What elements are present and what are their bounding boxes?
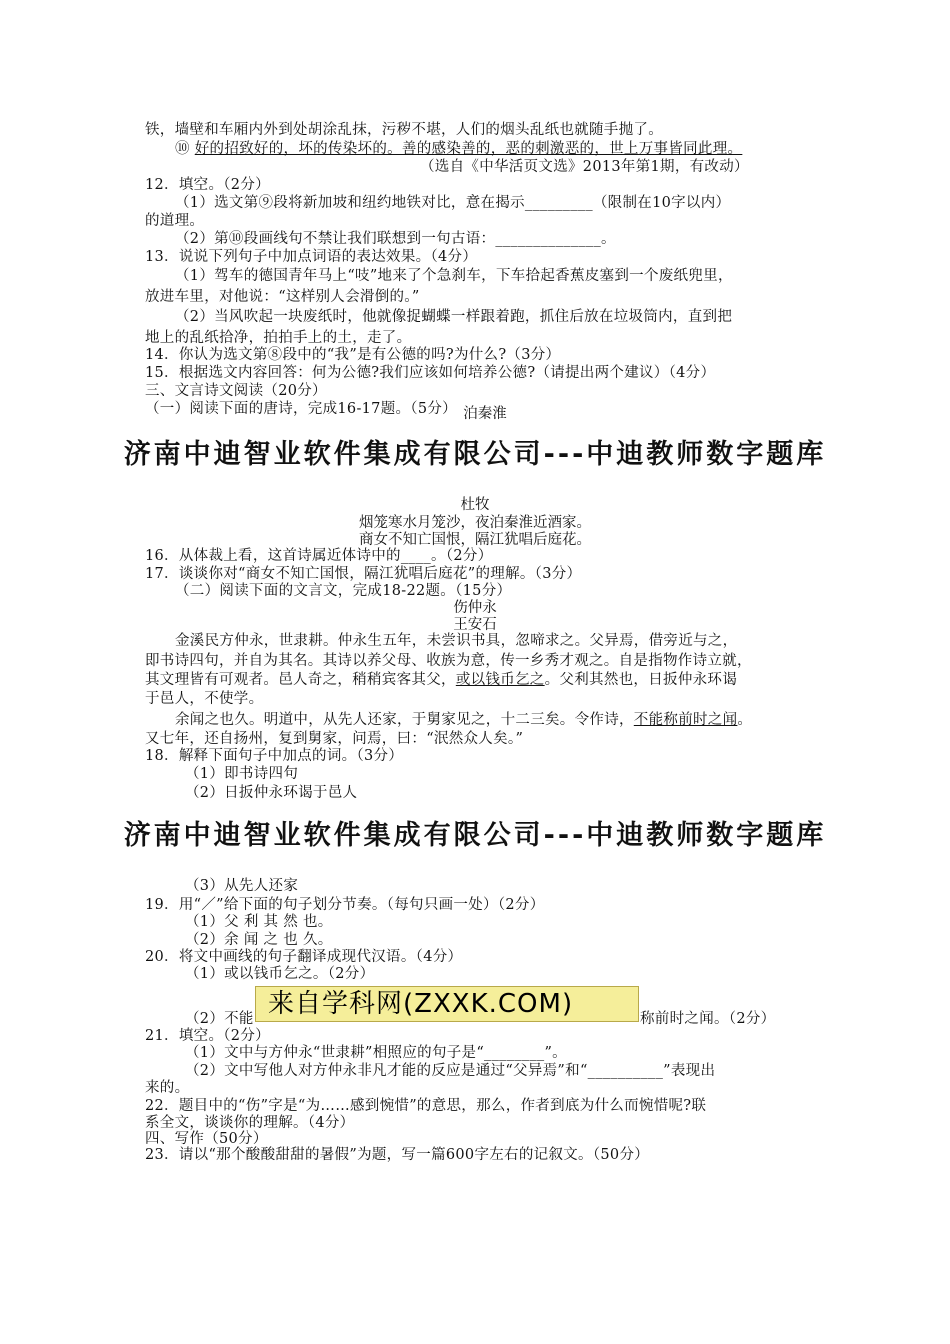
publisher-banner: 济南中迪智业软件集成有限公司---中迪教师数字题库 bbox=[123, 820, 827, 851]
prose-title: 伤仲永 bbox=[453, 600, 497, 616]
section-heading: 四、写作（50分） bbox=[145, 1131, 268, 1147]
text-line: 的道理。 bbox=[145, 213, 205, 229]
prose-segment: 。父利其然也，日扳仲永环谒 bbox=[544, 672, 738, 688]
text-line: （2）日扳仲永环谒于邑人 bbox=[185, 785, 358, 801]
text-line: （3）从先人还家 bbox=[185, 878, 299, 894]
text-line: 铁，墙壁和车厢内外到处胡涂乱抹，污秽不堪，人们的烟头乱纸也就随手抛了。 bbox=[145, 122, 663, 138]
poem-line: 烟笼寒水月笼沙，夜泊秦淮近酒家。 bbox=[359, 515, 591, 531]
question-19: 19．用“／”给下面的句子划分节奏。（每句只画一处）（2分） bbox=[145, 897, 545, 913]
text-line: 系全文，谈谈你的理解。（4分） bbox=[145, 1115, 355, 1131]
text-line: （2）文中写他人对方仲永非凡才能的反应是通过“父异焉”和“__________”表现出 bbox=[185, 1063, 716, 1079]
question-16: 16．从体裁上看，这首诗属近体诗中的____。（2分） bbox=[145, 548, 493, 564]
prose-line bbox=[175, 711, 752, 729]
text-line: （1）父 利 其 然 也。 bbox=[185, 914, 333, 930]
text-line: 放进车里，对他说：“这样别人会滑倒的。” bbox=[145, 289, 420, 305]
text-line: （2）余 闻 之 也 久。 bbox=[185, 932, 333, 948]
text-line: （1）驾车的德国青年马上“吱”地来了个急刹车，下车拾起香蕉皮塞到一个废纸兜里， bbox=[175, 268, 733, 284]
question-14: 14．你认为选文第⑧段中的“我”是有公德的吗?为什么?（3分） bbox=[145, 347, 561, 363]
text-line bbox=[175, 140, 742, 158]
question-15: 15．根据选文内容回答：何为公德?我们应该如何培养公德?（请提出两个建议）（4分） bbox=[145, 365, 716, 381]
prose-segment: 其文理皆有可观者。邑人奇之，稍稍宾客其父， bbox=[145, 672, 456, 688]
text-line: （1）文中与方仲永“世隶耕”相照应的句子是“________”。 bbox=[185, 1045, 567, 1061]
section-heading: 三、文言诗文阅读（20分） bbox=[145, 383, 327, 399]
question-23: 23．请以“那个酸酸甜甜的暑假”为题，写一篇600字左右的记叙文。（50分） bbox=[145, 1147, 650, 1163]
text-line: （2）不能 bbox=[185, 1011, 254, 1027]
text-line: （2）当风吹起一块废纸时，他就像捉蝴蝶一样跟着跑，抓住后放在垃圾筒内，直到把 bbox=[175, 309, 733, 325]
paragraph-number: ⑩ bbox=[175, 141, 190, 157]
watermark-banner: 来自学科网(ZXXK.COM) bbox=[255, 986, 639, 1022]
text-line: （1）选文第⑨段将新加坡和纽约地铁对比，意在揭示_________（限制在10字以内） bbox=[175, 195, 731, 211]
source-citation: （选自《中华活页文选》2013年第1期，有改动） bbox=[420, 159, 749, 175]
prose-segment: 余闻之也久。明道中，从先人还家，于舅家见之，十二三矣。令作诗， bbox=[175, 712, 634, 728]
text-line: （1）或以钱币乞之。（2分） bbox=[185, 966, 375, 982]
question-13: 13．说说下列句子中加点词语的表达效果。（4分） bbox=[145, 249, 478, 265]
poem-line: 商女不知亡国恨，隔江犹唱后庭花。 bbox=[359, 532, 591, 548]
prose-segment: 。 bbox=[737, 712, 753, 728]
question-22: 22．题目中的“伤”字是“为……感到惋惜”的意思，那么，作者到底为什么而惋惜呢?联 bbox=[145, 1098, 707, 1114]
question-18: 18．解释下面句子中加点的词。（3分） bbox=[145, 748, 404, 764]
poem-author: 杜牧 bbox=[460, 497, 490, 513]
text-line: （二）阅读下面的文言文，完成18-22题。（15分） bbox=[175, 583, 512, 599]
question-20: 20．将文中画线的句子翻译成现代汉语。（4分） bbox=[145, 949, 463, 965]
text-line: （1）即书诗四句 bbox=[185, 766, 299, 782]
underlined-phrase: 或以钱币乞之 bbox=[455, 672, 545, 688]
prose-line: 金溪民方仲永，世隶耕。仲永生五年，未尝识书具，忽啼求之。父异焉，借旁近与之， bbox=[175, 633, 738, 649]
prose-line: 于邑人，不使学。 bbox=[145, 691, 264, 707]
text-line: （2）第⑩段画线句不禁让我们联想到一句古语：______________。 bbox=[175, 231, 616, 247]
prose-line: 又七年，还自扬州，复到舅家，问焉，曰：“泯然众人矣。” bbox=[145, 731, 524, 747]
text-line: 来的。 bbox=[145, 1080, 190, 1096]
underlined-phrase: 不能称前时之闻 bbox=[633, 712, 738, 728]
question-21: 21．填空。（2分） bbox=[145, 1028, 270, 1044]
question-17: 17．谈谈你对“商女不知亡国恨，隔江犹唱后庭花”的理解。（3分） bbox=[145, 566, 582, 582]
text-line: 称前时之闻。（2分） bbox=[640, 1011, 776, 1027]
prose-line bbox=[145, 671, 737, 689]
question-12: 12．填空。（2分） bbox=[145, 177, 270, 193]
text-line: （一）阅读下面的唐诗，完成16-17题。（5分） bbox=[145, 401, 457, 417]
prose-author: 王安石 bbox=[453, 617, 497, 633]
text-line: 地上的乱纸拾净，拍拍手上的土，走了。 bbox=[145, 330, 412, 346]
publisher-banner: 济南中迪智业软件集成有限公司---中迪教师数字题库 bbox=[123, 439, 827, 470]
poem-title: 泊秦淮 bbox=[463, 406, 507, 422]
prose-line: 即书诗四句，并自为其名。其诗以养父母、收族为意，传一乡秀才观之。自是指物作诗立就， bbox=[145, 653, 752, 669]
underlined-sentence: 好的招致好的，坏的传染坏的。善的感染善的，恶的刺激恶的，世上万事皆同此理。 bbox=[194, 141, 743, 157]
